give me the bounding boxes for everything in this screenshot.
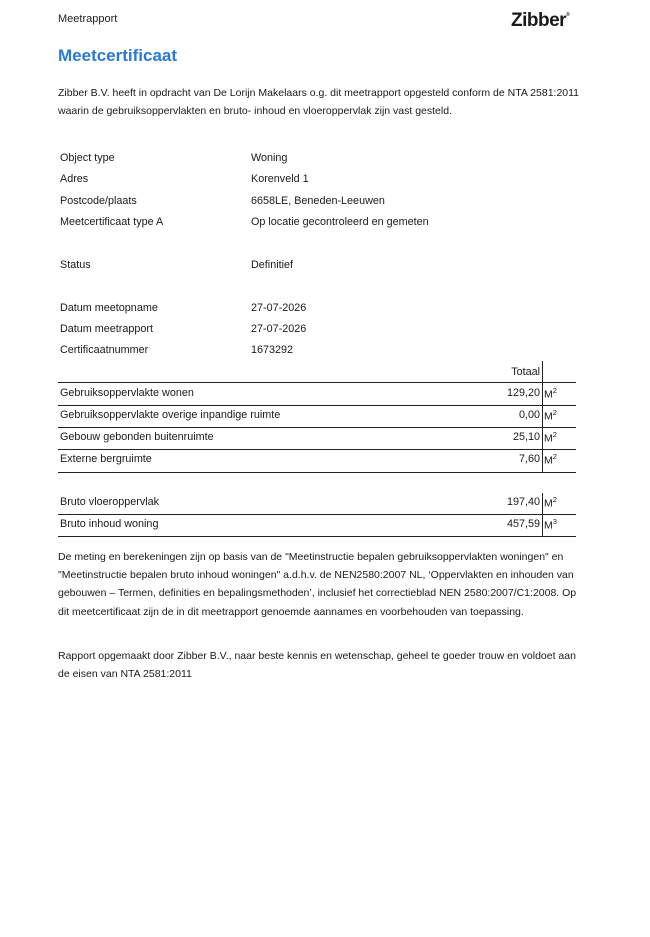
closing-paragraph: Rapport opgemaakt door Zibber B.V., naar beste kennis en wetenschap, geheel te goeder trouw en voldoet aan de eisen van NTA 2581:2011 — [58, 650, 576, 681]
row-label: Gebruiksoppervlakte wonen — [60, 387, 194, 399]
table-row — [58, 492, 576, 514]
info-value: Op locatie gecontroleerd en gemeten — [251, 216, 429, 228]
row-value: 25,10 — [512, 431, 540, 443]
row-unit: $M^3$ — [544, 517, 557, 532]
header-label: Meetrapport — [58, 13, 118, 25]
logo-text: Zibber — [511, 10, 567, 31]
row-value: 0,00 — [518, 409, 540, 421]
info-value: Korenveld 1 — [251, 173, 309, 185]
info-value: 6658LE, Beneden-Leeuwen — [251, 195, 385, 207]
info-label: Datum meetrapport — [60, 323, 154, 335]
row-value: 7,60 — [518, 453, 540, 465]
logo-trademark: ® — [566, 12, 570, 18]
row-value: 457,59 — [506, 518, 540, 530]
row-unit: $M^2$ — [544, 430, 557, 445]
table-row — [58, 449, 576, 471]
row-unit: $M^2$ — [544, 386, 557, 401]
column-header-totaal: Totaal — [511, 366, 540, 378]
info-value: Woning — [251, 152, 288, 164]
info-label: Status — [60, 259, 91, 271]
info-value: Definitief — [251, 259, 294, 271]
info-label: Certificaatnummer — [60, 344, 149, 356]
row-value: 129,20 — [506, 387, 540, 399]
area-table — [58, 0, 576, 540]
row-unit: $M^2$ — [544, 452, 557, 467]
table-line — [58, 536, 576, 537]
table-row — [58, 405, 576, 427]
row-label: Gebouw gebonden buitenruimte — [60, 431, 214, 443]
info-label: Postcode/plaats — [60, 195, 137, 207]
table-line — [58, 472, 576, 473]
table-row — [58, 427, 576, 449]
table-row — [58, 514, 576, 536]
row-label: Bruto inhoud woning — [60, 518, 159, 530]
row-label: Bruto vloeroppervlak — [60, 496, 160, 508]
row-label: Gebruiksoppervlakte overige inpandige ruimte — [60, 409, 281, 421]
page-title: Meetcertificaat — [58, 46, 178, 65]
row-unit: $M^2$ — [544, 495, 557, 510]
info-label: Meetcertificaat type A — [60, 216, 164, 228]
table-row — [58, 383, 576, 405]
intro-paragraph: Zibber B.V. heeft in opdracht van De Lorijn Makelaars o.g. dit meetrapport opgesteld conform de NTA 2581:2011 waarin de gebruiksoppervlakten en bruto- inhoud en vloeroppervlak zijn vast gesteld. — [58, 87, 580, 118]
info-value: 1673292 — [251, 344, 294, 356]
info-value: 27-07-2026 — [251, 323, 307, 335]
info-label: Adres — [60, 173, 89, 185]
info-value: 27-07-2026 — [251, 302, 307, 314]
info-label: Datum meetopname — [60, 302, 158, 314]
row-value: 197,40 — [506, 496, 540, 508]
method-paragraph: De meting en berekeningen zijn op basis van de "Meetinstructie bepalen gebruiksoppervlakten woningen" en "Meetinstructie bepalen bruto inhoud woningen" a.d.h.v. de NEN2580:2007 NL, ‘Oppervlakten en inhouden van gebouwen – Termen, definities en bepalingsmethoden’, inclusief het correctieblad NEN 2580:2007/C1:2008. Op dit meetcertificaat zijn de in dit meetrapport genoemde aannames en voorbehouden van toepassing. — [58, 551, 577, 618]
row-unit: $M^2$ — [544, 408, 557, 423]
row-label: Externe bergruimte — [60, 453, 152, 465]
info-label: Object type — [60, 152, 115, 164]
